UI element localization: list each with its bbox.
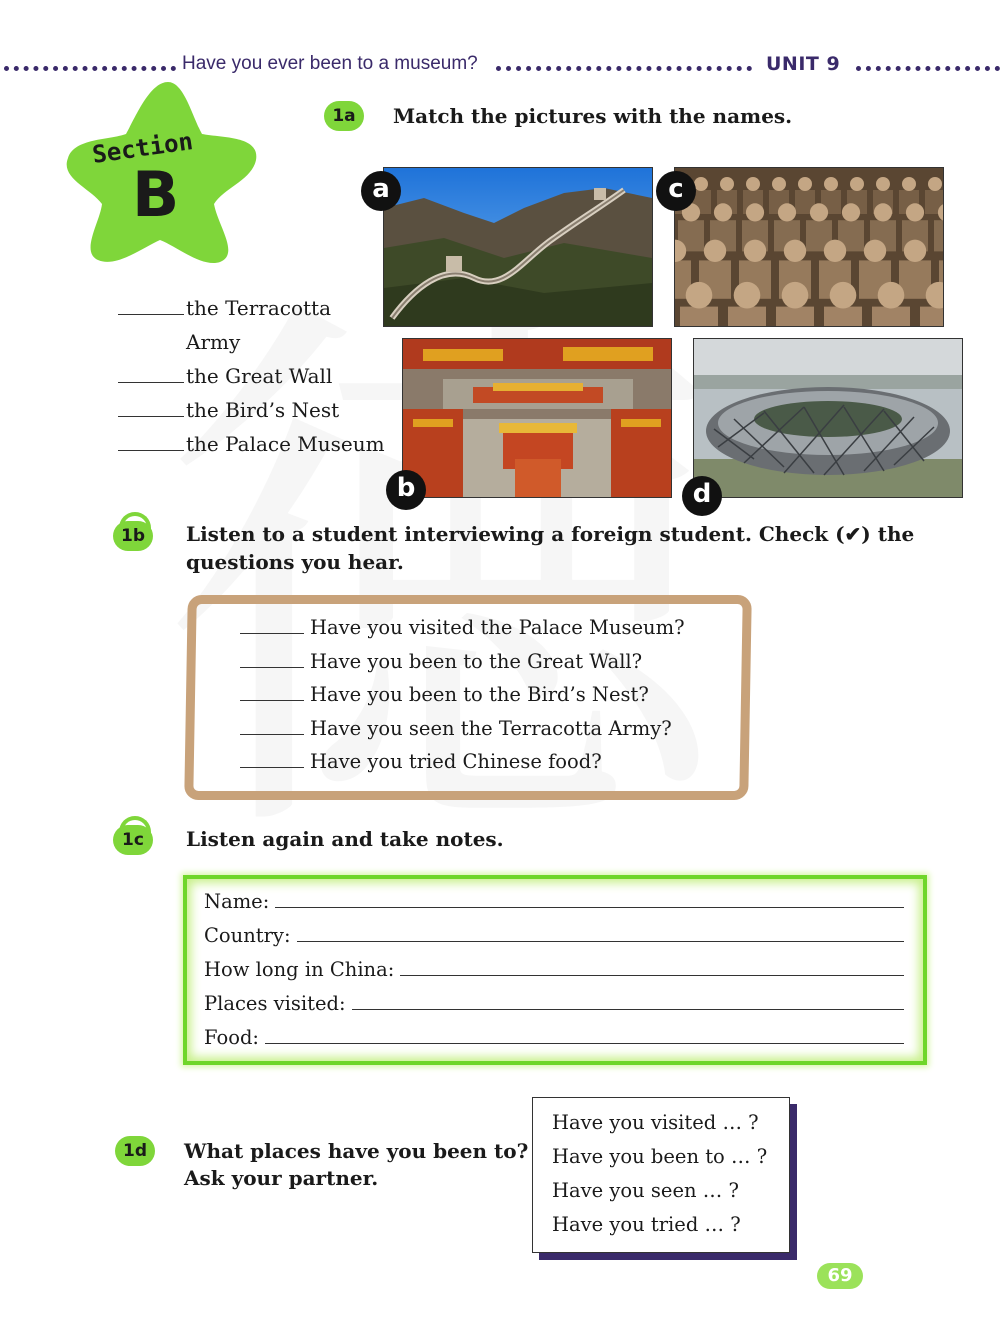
question-row xyxy=(240,716,672,740)
name-text: the Terracotta xyxy=(186,296,332,320)
phrase-item: Have you seen … ? xyxy=(552,1179,739,1202)
answer-blank[interactable] xyxy=(118,398,184,417)
photo-b-palace-museum xyxy=(402,338,672,498)
photo-a-great-wall xyxy=(383,167,653,327)
check-blank[interactable] xyxy=(240,649,304,668)
question-text: Have you been to the Bird’s Nest? xyxy=(310,683,649,706)
exercise-badge-1b: 1b xyxy=(113,521,153,551)
note-label: Places visited: xyxy=(204,992,346,1015)
phrase-item: Have you visited … ? xyxy=(552,1111,759,1134)
exercise-badge-1c: 1c xyxy=(113,825,153,855)
name-text: the Bird’s Nest xyxy=(186,398,340,422)
exercise-badge-1d: 1d xyxy=(115,1136,155,1166)
question-text: Have you visited the Palace Museum? xyxy=(310,616,685,639)
note-input-line[interactable] xyxy=(400,957,904,976)
note-row-food xyxy=(204,1025,904,1049)
note-input-line[interactable] xyxy=(297,923,904,942)
header-unit: UNIT 9 xyxy=(766,53,841,75)
question-row xyxy=(240,615,685,639)
question-text: Have you seen the Terracotta Army? xyxy=(310,717,672,740)
header-dots-right xyxy=(856,66,1000,71)
page-number: 69 xyxy=(817,1263,863,1289)
question-text: Have you been to the Great Wall? xyxy=(310,650,643,673)
question-row xyxy=(240,682,649,706)
question-row xyxy=(240,649,642,673)
exercise-badge-1a: 1a xyxy=(324,101,364,131)
instruction-1a: Match the pictures with the names. xyxy=(393,104,793,128)
instruction-1d-line1: What places have you been to? xyxy=(184,1139,529,1163)
note-input-line[interactable] xyxy=(275,889,904,908)
header-title: Have you ever been to a museum? xyxy=(182,53,478,74)
name-row-army xyxy=(186,330,240,354)
instruction-1b-line1: Listen to a student interviewing a foreign student. Check (✔) the xyxy=(186,522,915,546)
note-label: How long in China: xyxy=(204,958,395,981)
note-row-places xyxy=(204,991,904,1015)
check-blank[interactable] xyxy=(240,682,304,701)
header-dots-left xyxy=(4,66,176,71)
section-word: Section xyxy=(90,127,195,169)
note-row-name xyxy=(204,889,904,913)
name-text: Army xyxy=(186,330,241,354)
phrase-item: Have you tried … ? xyxy=(552,1213,741,1236)
instruction-1d-line2: Ask your partner. xyxy=(184,1166,379,1190)
name-text: the Great Wall xyxy=(186,364,333,388)
picture-label-d: d xyxy=(682,476,722,516)
check-blank[interactable] xyxy=(240,749,304,768)
name-row-palace-museum xyxy=(118,432,385,456)
picture-label-b: b xyxy=(386,470,426,510)
answer-blank[interactable] xyxy=(118,432,184,451)
phrase-item: Have you been to … ? xyxy=(552,1145,768,1168)
note-input-line[interactable] xyxy=(352,991,904,1010)
check-blank[interactable] xyxy=(240,615,304,634)
name-row-terracotta xyxy=(118,296,331,320)
picture-label-a: a xyxy=(361,171,401,211)
name-text: the Palace Museum xyxy=(186,432,385,456)
question-row xyxy=(240,749,602,773)
section-letter: B xyxy=(132,158,180,231)
note-row-country xyxy=(204,923,904,947)
note-label: Country: xyxy=(204,924,291,947)
answer-blank[interactable] xyxy=(118,364,184,383)
answer-blank[interactable] xyxy=(118,296,184,315)
question-text: Have you tried Chinese food? xyxy=(310,750,602,773)
note-row-how-long xyxy=(204,957,904,981)
header-dots-middle xyxy=(496,66,752,71)
note-input-line[interactable] xyxy=(265,1025,904,1044)
note-label: Name: xyxy=(204,890,270,913)
picture-label-c: c xyxy=(656,171,696,211)
name-row-great-wall xyxy=(118,364,332,388)
note-label: Food: xyxy=(204,1026,259,1049)
photo-c-terracotta-army xyxy=(674,167,944,327)
photo-d-birds-nest xyxy=(693,338,963,498)
name-row-birds-nest xyxy=(118,398,339,422)
section-star-badge xyxy=(64,76,260,266)
check-blank[interactable] xyxy=(240,716,304,735)
instruction-1b-line2: questions you hear. xyxy=(186,550,404,574)
instruction-1c: Listen again and take notes. xyxy=(186,827,504,851)
